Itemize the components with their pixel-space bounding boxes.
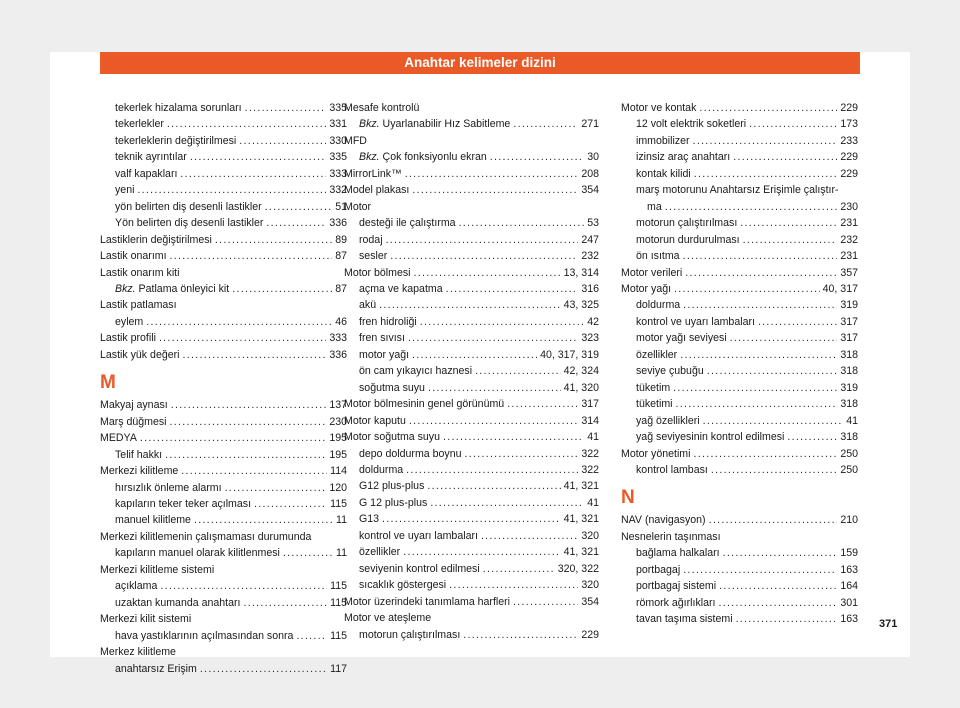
index-entry: motorun çalıştırılması ..... 231: [621, 215, 858, 231]
index-heading: Motor ve ateşleme: [344, 612, 432, 625]
index-entry: seviyenin kontrol edilmesi ..... 320, 322: [344, 561, 599, 577]
index-entry: doldurma ..... 322: [344, 462, 599, 478]
index-entry: Lastik profili ..... 333: [100, 330, 347, 346]
index-entry: ön ısıtma ..... 231: [621, 248, 858, 264]
index-entry: seviye çubuğu ..... 318: [621, 363, 858, 379]
index-entry: G13 ..... 41, 321: [344, 511, 599, 527]
index-entry: izinsiz araç anahtarı ..... 229: [621, 149, 858, 165]
index-entry: G 12 plus-plus ..... 41: [344, 495, 599, 511]
index-entry: tekerlekler ..... 331: [100, 116, 347, 132]
index-entry: Merkezi kilitleme ..... 114: [100, 463, 347, 479]
index-entry: portbagaj ..... 163: [621, 562, 858, 578]
index-entry: açıklama ..... 115: [100, 578, 347, 594]
index-entry: kontrol lambası ..... 250: [621, 462, 858, 478]
index-entry: sesler ..... 232: [344, 248, 599, 264]
index-entry: uzaktan kumanda anahtarı ..... 115: [100, 595, 347, 611]
index-entry: tekerleklerin değiştirilmesi ..... 330: [100, 133, 347, 149]
section-letter-n: N: [621, 487, 635, 509]
index-entry: Bkz. Patlama önleyici kit ..... 87: [100, 281, 347, 297]
index-entry: Model plakası ..... 354: [344, 182, 599, 198]
index-entry: depo doldurma boynu ..... 322: [344, 446, 599, 462]
index-entry: hırsızlık önleme alarmı ..... 120: [100, 480, 347, 496]
index-entry: tüketimi ..... 318: [621, 396, 858, 412]
index-heading: Merkezi kilitlemenin çalışmaması durumunda: [100, 530, 312, 543]
index-entry: özellikler ..... 41, 321: [344, 544, 599, 560]
index-entry: motorun durdurulması ..... 232: [621, 232, 858, 248]
index-entry: fren sıvısı ..... 323: [344, 330, 599, 346]
index-entry: kapıların teker teker açılması ..... 115: [100, 496, 347, 512]
index-entry: yeni ..... 332: [100, 182, 347, 198]
index-page: [50, 52, 910, 675]
index-entry: 12 volt elektrik soketleri ..... 173: [621, 116, 858, 132]
index-entry: akü ..... 43, 325: [344, 297, 599, 313]
index-entry: Motor bölmesi ..... 13, 314: [344, 265, 599, 281]
index-heading: Lastik patlaması: [100, 299, 177, 312]
index-entry: Marş düğmesi ..... 230: [100, 414, 347, 430]
index-column-1: [100, 100, 347, 677]
index-entry: Motor yağı ..... 40, 317: [621, 281, 858, 297]
index-entry: ön cam yıkayıcı haznesi ..... 42, 324: [344, 363, 599, 379]
index-entry: yağ özellikleri ..... 41: [621, 413, 858, 429]
page-number: 371: [879, 618, 898, 630]
index-entry: anahtarsız Erişim ..... 117: [100, 661, 347, 677]
index-entry: valf kapakları ..... 333: [100, 166, 347, 182]
index-entry: motor yağı seviyesi ..... 317: [621, 330, 858, 346]
index-entry: Bkz. Uyarlanabilir Hız Sabitleme ..... 271: [344, 116, 599, 132]
index-entry: Motor yönetimi ..... 250: [621, 446, 858, 462]
index-entry: açma ve kapatma ..... 316: [344, 281, 599, 297]
index-entry: kontrol ve uyarı lambaları ..... 317: [621, 314, 858, 330]
index-entry: soğutma suyu ..... 41, 320: [344, 380, 599, 396]
section-header: Anahtar kelimeler dizini: [100, 52, 860, 74]
index-entry: Makyaj aynası ..... 137: [100, 397, 347, 413]
index-entry: doldurma ..... 319: [621, 297, 858, 313]
index-entry: özellikler ..... 318: [621, 347, 858, 363]
index-column-2: [344, 100, 599, 643]
index-entry: tekerlek hizalama sorunları ..... 335: [100, 100, 347, 116]
index-entry: rodaj ..... 247: [344, 232, 599, 248]
index-heading: Merkezi kilit sistemi: [100, 613, 192, 626]
index-entry: tavan taşıma sistemi ..... 163: [621, 611, 858, 627]
index-entry: tüketim ..... 319: [621, 380, 858, 396]
index-entry: Motor bölmesinin genel görünümü ..... 317: [344, 396, 599, 412]
index-entry: Telif hakkı ..... 195: [100, 447, 347, 463]
index-heading: Mesafe kontrolü: [344, 102, 420, 114]
index-entry: Motor kaputu ..... 314: [344, 413, 599, 429]
index-entry: MirrorLink™ ..... 208: [344, 166, 599, 182]
index-entry: Motor verileri ..... 357: [621, 265, 858, 281]
index-entry: Lastiklerin değiştirilmesi ..... 89: [100, 232, 347, 248]
index-entry: hava yastıklarının açılmasından sonra ..... 115: [100, 628, 347, 644]
index-entry: Motor ve kontak ..... 229: [621, 100, 858, 116]
index-entry: Motor üzerindeki tanımlama harfleri ..... 354: [344, 594, 599, 610]
index-column-3: [621, 100, 858, 628]
index-heading: Motor: [344, 200, 372, 213]
index-entry: teknik ayrıntılar ..... 335: [100, 149, 347, 165]
index-entry: kapıların manuel olarak kilitlenmesi ..... 11: [100, 545, 347, 561]
index-entry: sıcaklık göstergesi ..... 320: [344, 577, 599, 593]
index-entry: bağlama halkaları ..... 159: [621, 545, 858, 561]
index-entry: Yön belirten diş desenli lastikler ..... 336: [100, 215, 347, 231]
index-entry: Motor soğutma suyu ..... 41: [344, 429, 599, 445]
index-heading: Merkezi kilitleme sistemi: [100, 563, 215, 576]
index-entry: portbagaj sistemi ..... 164: [621, 578, 858, 594]
index-heading: Nesnelerin taşınması: [621, 530, 721, 543]
index-entry: desteği ile çalıştırma ..... 53: [344, 215, 599, 231]
index-entry: ma ..... 230: [621, 199, 858, 215]
index-entry: Lastik onarımı ..... 87: [100, 248, 347, 264]
index-entry: römork ağırlıkları ..... 301: [621, 595, 858, 611]
index-entry: motorun çalıştırılması ..... 229: [344, 627, 599, 643]
index-entry: Bkz. Çok fonksiyonlu ekran ..... 30: [344, 149, 599, 165]
index-heading: MFD: [344, 134, 367, 147]
index-entry: kontak kilidi ..... 229: [621, 166, 858, 182]
index-entry: manuel kilitleme ..... 11: [100, 512, 347, 528]
index-entry-wrapped: marş motorunu Anahtarsız Erişimle çalıştır-: [636, 184, 839, 197]
index-heading: Lastik onarım kiti: [100, 266, 180, 279]
index-entry: fren hidroliği ..... 42: [344, 314, 599, 330]
section-letter-m: M: [100, 372, 116, 394]
index-entry: immobilizer ..... 233: [621, 133, 858, 149]
index-entry: yön belirten diş desenli lastikler ..... 51: [100, 199, 347, 215]
index-entry: G12 plus-plus ..... 41, 321: [344, 478, 599, 494]
index-entry: eylem ..... 46: [100, 314, 347, 330]
index-entry: MEDYA ..... 195: [100, 430, 347, 446]
index-entry: motor yağı ..... 40, 317, 319: [344, 347, 599, 363]
index-entry: yağ seviyesinin kontrol edilmesi ..... 318: [621, 429, 858, 445]
index-heading: Merkez kilitleme: [100, 646, 176, 659]
index-entry: kontrol ve uyarı lambaları ..... 320: [344, 528, 599, 544]
index-entry: NAV (navigasyon) ..... 210: [621, 512, 858, 528]
index-entry: Lastik yük değeri ..... 336: [100, 347, 347, 363]
